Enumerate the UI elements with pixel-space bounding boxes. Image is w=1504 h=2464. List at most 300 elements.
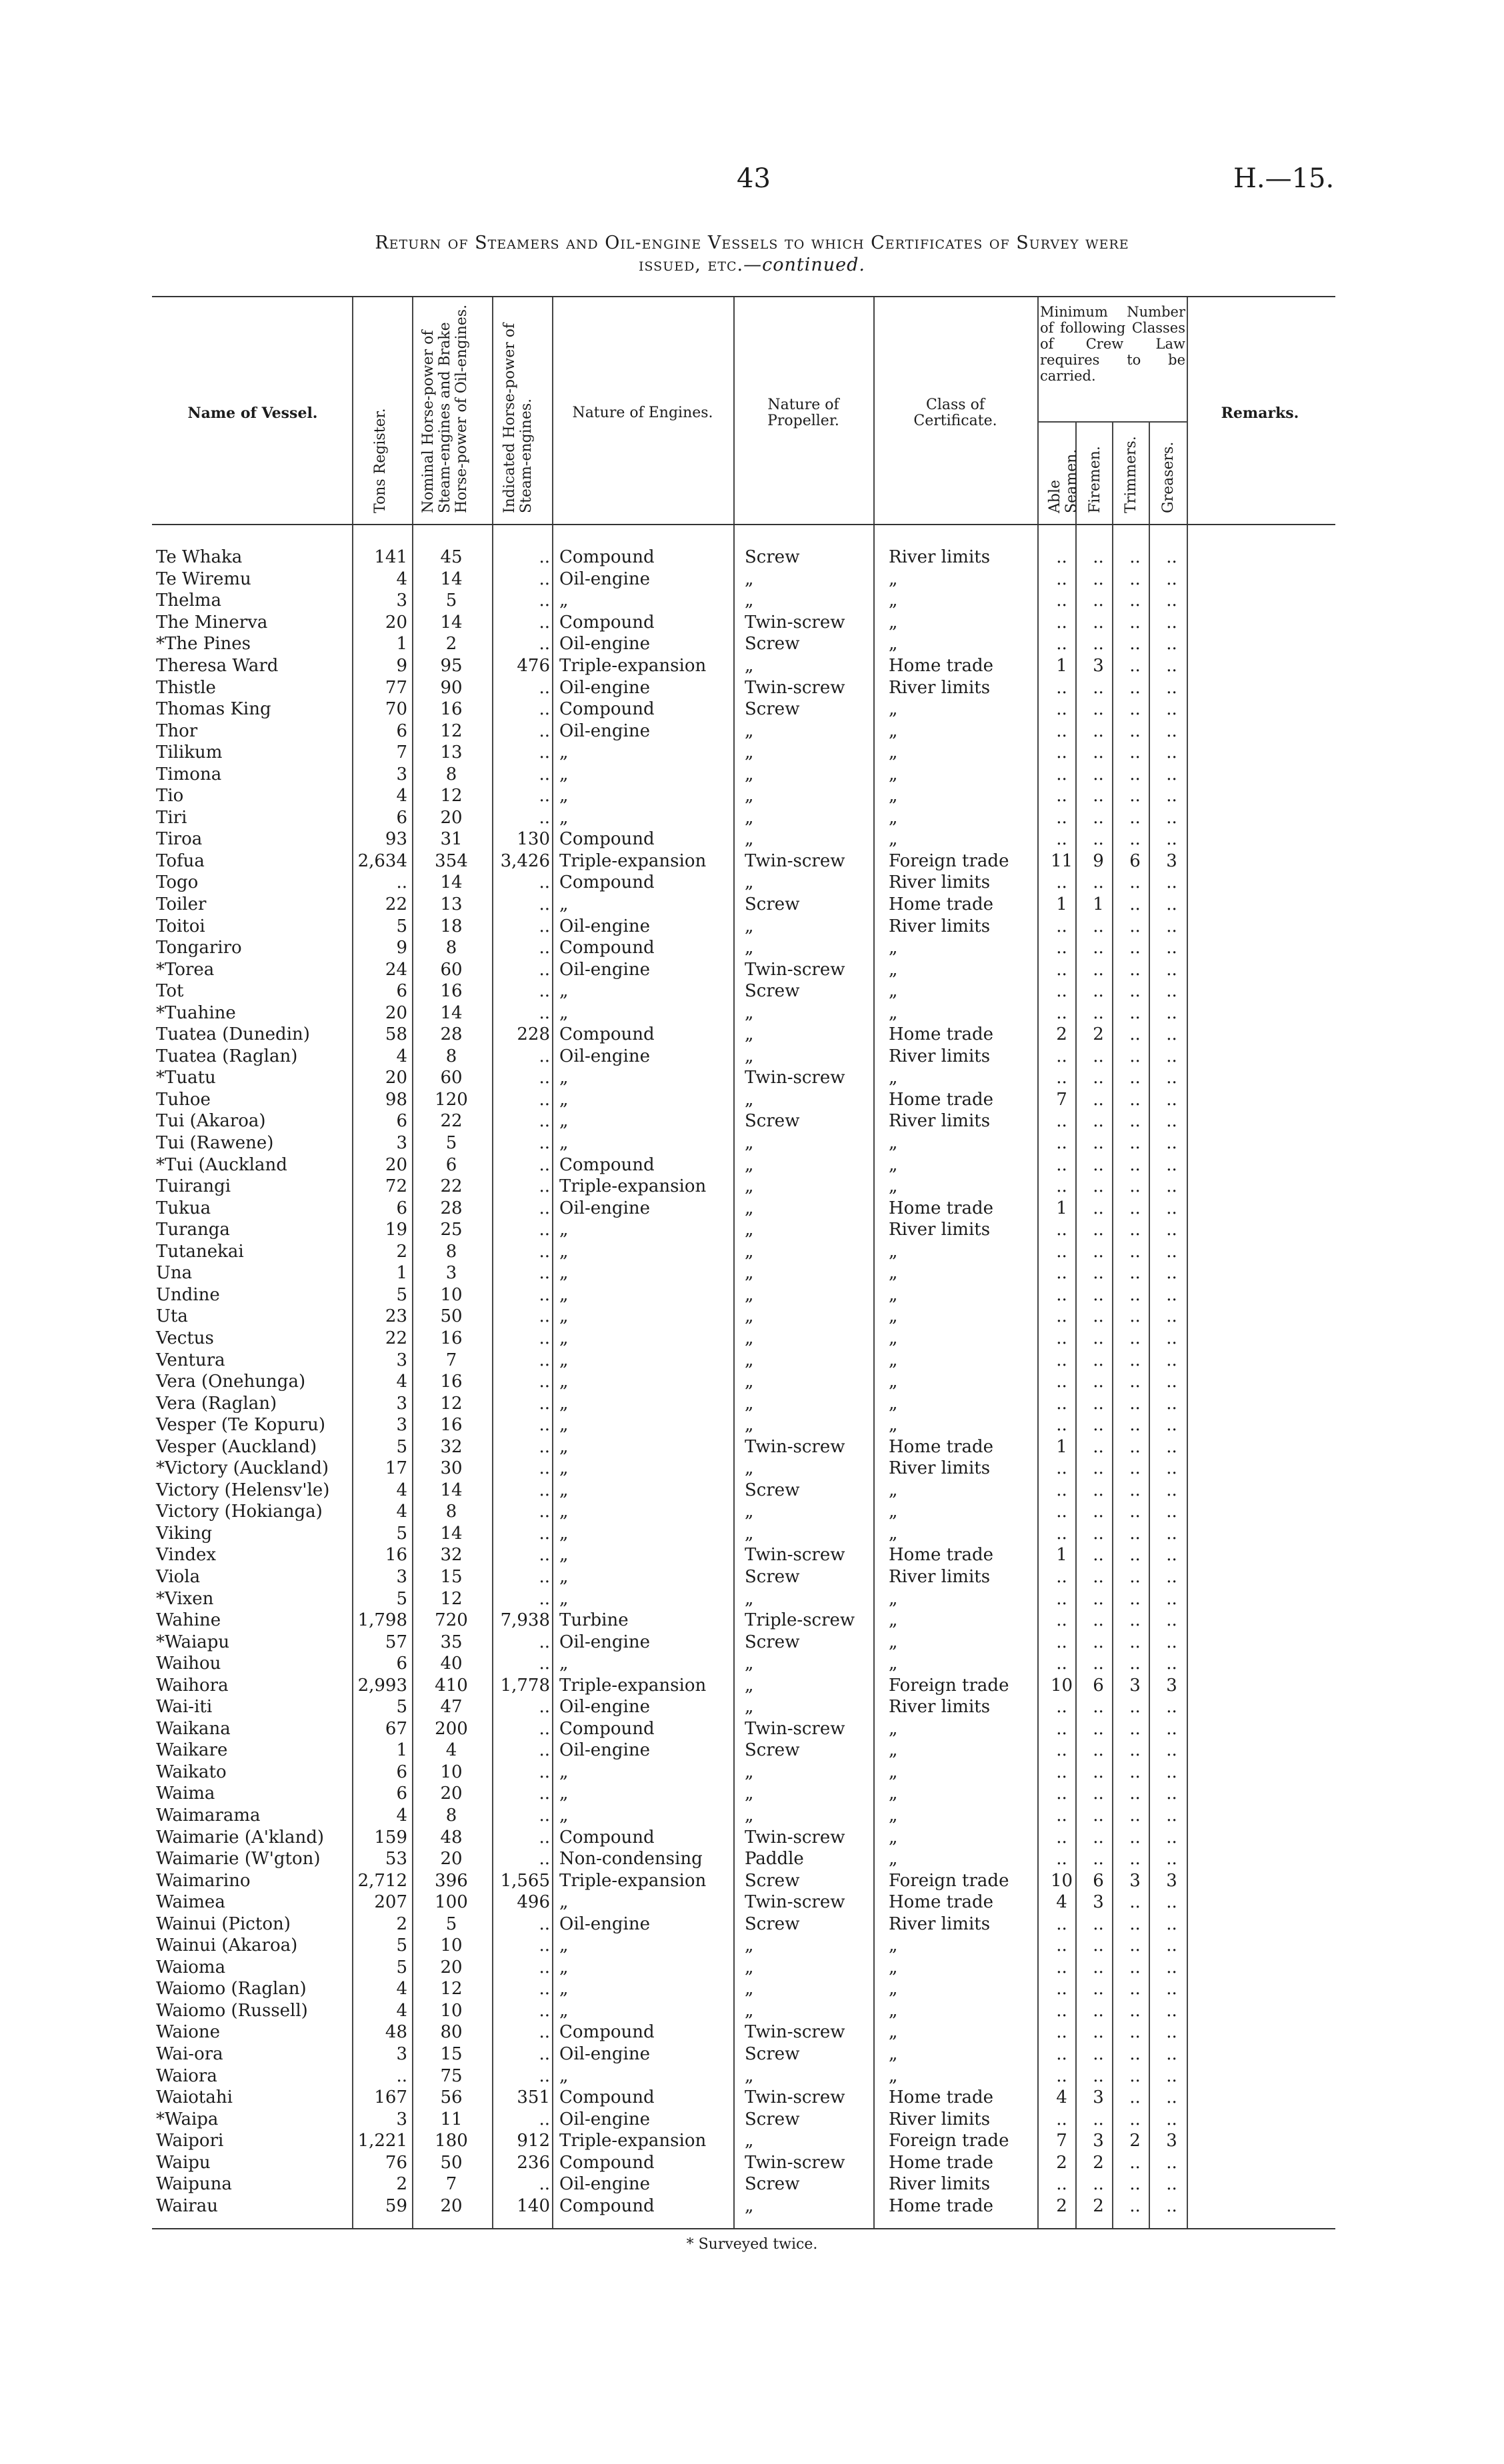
tons-register: 6 — [396, 1784, 407, 1804]
nominal-horse-power: 12 — [440, 1393, 463, 1414]
tons-register: 5 — [396, 1957, 407, 1977]
able-seamen: .. — [1056, 612, 1067, 632]
firemen: .. — [1093, 1632, 1104, 1652]
vessel-name: Waipu — [156, 2152, 211, 2173]
table-row — [153, 980, 1337, 1002]
nature-of-propeller: „ — [745, 1675, 754, 1696]
trimmers: .. — [1129, 634, 1141, 654]
able-seamen: .. — [1056, 1328, 1067, 1348]
able-seamen: .. — [1056, 1111, 1067, 1132]
firemen: .. — [1093, 1654, 1104, 1674]
able-seamen: .. — [1056, 1827, 1067, 1848]
class-of-certificate: Foreign trade — [889, 2131, 1009, 2151]
table-row — [153, 655, 1337, 677]
table-row — [153, 1674, 1337, 1696]
tons-register: 5 — [396, 1284, 407, 1305]
nature-of-propeller: „ — [745, 742, 754, 763]
class-of-certificate: „ — [889, 1935, 898, 1956]
indicated-horse-power: .. — [539, 1176, 550, 1197]
remarks — [1190, 1089, 1337, 1111]
class-of-certificate: „ — [889, 2065, 898, 2086]
firemen: 9 — [1093, 850, 1104, 871]
firemen: 2 — [1093, 1024, 1104, 1045]
trimmers: .. — [1129, 1805, 1141, 1826]
nominal-horse-power: 4 — [445, 1740, 457, 1761]
nature-of-propeller: „ — [745, 807, 754, 828]
trimmers: .. — [1129, 872, 1141, 893]
table-row — [153, 1110, 1337, 1132]
greasers: .. — [1166, 2065, 1177, 2086]
class-of-certificate: „ — [889, 1588, 898, 1609]
remarks — [1190, 980, 1337, 1002]
table-row — [153, 850, 1337, 872]
nature-of-propeller: „ — [745, 1046, 754, 1066]
greasers: .. — [1166, 1089, 1177, 1110]
greasers: .. — [1166, 2000, 1177, 2021]
nominal-horse-power: 6 — [445, 1154, 457, 1175]
class-of-certificate: Home trade — [889, 1436, 994, 1457]
greasers: .. — [1166, 1784, 1177, 1804]
able-seamen: 10 — [1050, 1870, 1073, 1891]
vessel-name: Tuirangi — [156, 1176, 231, 1197]
nominal-horse-power: 35 — [440, 1632, 463, 1652]
nature-of-engines: „ — [559, 1002, 569, 1023]
able-seamen: .. — [1056, 1610, 1067, 1631]
nominal-horse-power: 80 — [440, 2022, 463, 2043]
class-of-certificate: „ — [889, 1328, 898, 1348]
nature-of-propeller: Screw — [745, 1480, 800, 1500]
table-row — [153, 633, 1337, 655]
vessel-name: Thistle — [156, 677, 216, 698]
nature-of-engines: Triple-expansion — [559, 1675, 707, 1696]
class-of-certificate: River limits — [889, 2174, 991, 2195]
nature-of-engines: „ — [559, 742, 569, 763]
class-of-certificate: „ — [889, 829, 898, 850]
nature-of-propeller: „ — [745, 1654, 754, 1674]
indicated-horse-power: 351 — [517, 2087, 550, 2108]
able-seamen: 11 — [1050, 850, 1073, 871]
vessel-name: Vera (Raglan) — [156, 1393, 277, 1414]
nature-of-engines: „ — [559, 1068, 569, 1088]
firemen: .. — [1093, 612, 1104, 632]
firemen: .. — [1093, 1805, 1104, 1826]
tons-register: 207 — [374, 1892, 407, 1913]
nature-of-propeller: Twin-screw — [745, 2152, 845, 2173]
greasers: .. — [1166, 1198, 1177, 1218]
firemen: 1 — [1093, 894, 1104, 915]
tons-register: 1 — [396, 1263, 407, 1284]
tons-register: 1 — [396, 634, 407, 654]
firemen: .. — [1093, 1415, 1104, 1436]
nature-of-engines: Triple-expansion — [559, 850, 707, 871]
vessel-name: Waimarama — [156, 1805, 261, 1826]
header-indicated-hp: Indicated Horse-power of Steam-engines. — [501, 323, 535, 513]
indicated-horse-power: .. — [539, 699, 550, 720]
vessel-name: Toiler — [156, 894, 207, 915]
firemen: .. — [1093, 1697, 1104, 1718]
firemen: .. — [1093, 1935, 1104, 1956]
greasers: .. — [1166, 1827, 1177, 1848]
greasers: 3 — [1166, 1675, 1177, 1696]
remarks — [1190, 2065, 1337, 2087]
firemen: .. — [1093, 569, 1104, 589]
trimmers: 6 — [1129, 850, 1141, 871]
class-of-certificate: „ — [889, 612, 898, 632]
nature-of-propeller: „ — [745, 1502, 754, 1522]
tons-register: 22 — [385, 894, 407, 915]
tons-register: 53 — [385, 1849, 407, 1869]
title-line-1: Return of Steamers and Oil-engine Vessels to which Certificates of Survey were — [375, 233, 1129, 253]
remarks — [1190, 1913, 1337, 1935]
tons-register: 5 — [396, 916, 407, 936]
table-row — [153, 1826, 1337, 1848]
trimmers: .. — [1129, 1263, 1141, 1284]
class-of-certificate: „ — [889, 1480, 898, 1500]
able-seamen: .. — [1056, 1697, 1067, 1718]
firemen: 3 — [1093, 656, 1104, 676]
indicated-horse-power: .. — [539, 1805, 550, 1826]
nature-of-propeller: „ — [745, 2195, 754, 2216]
table-row — [153, 807, 1337, 829]
nominal-horse-power: 30 — [440, 1458, 463, 1479]
nature-of-engines: „ — [559, 1263, 569, 1284]
header-firemen: Firemen. — [1087, 446, 1103, 513]
vessel-name: Tongariro — [156, 938, 242, 958]
nature-of-propeller: „ — [745, 1393, 754, 1414]
nature-of-engines: „ — [559, 1284, 569, 1305]
class-of-certificate: Home trade — [889, 894, 994, 915]
table-row — [153, 1869, 1337, 1891]
greasers: .. — [1166, 1610, 1177, 1631]
remarks — [1190, 2108, 1337, 2130]
vessel-name: Waimea — [156, 1892, 225, 1913]
class-of-certificate: „ — [889, 634, 898, 654]
firemen: .. — [1093, 1372, 1104, 1392]
tons-register: 23 — [385, 1306, 407, 1327]
nominal-horse-power: 32 — [440, 1545, 463, 1566]
greasers: .. — [1166, 569, 1177, 589]
class-of-certificate: „ — [889, 764, 898, 784]
class-of-certificate: „ — [889, 1718, 898, 1739]
table-row — [153, 2130, 1337, 2152]
able-seamen: .. — [1056, 569, 1067, 589]
table-row — [153, 698, 1337, 720]
tons-register: 3 — [396, 1566, 407, 1587]
able-seamen: .. — [1056, 1935, 1067, 1956]
table-row — [153, 1501, 1337, 1523]
greasers: .. — [1166, 807, 1177, 828]
nature-of-propeller: „ — [745, 1957, 754, 1977]
nature-of-engines: „ — [559, 894, 569, 915]
indicated-horse-power: .. — [539, 2109, 550, 2129]
nature-of-engines: Oil-engine — [559, 959, 650, 980]
nominal-horse-power: 40 — [440, 1654, 463, 1674]
vessel-name: Vera (Onehunga) — [156, 1372, 306, 1392]
firemen: .. — [1093, 591, 1104, 611]
able-seamen: .. — [1056, 916, 1067, 936]
nature-of-propeller: „ — [745, 1979, 754, 1999]
firemen: .. — [1093, 1718, 1104, 1739]
nature-of-engines: „ — [559, 1588, 569, 1609]
nature-of-propeller: „ — [745, 1263, 754, 1284]
able-seamen: .. — [1056, 1350, 1067, 1370]
vessel-name: Thelma — [156, 591, 221, 611]
header-name: Name of Vessel. — [187, 405, 318, 422]
nominal-horse-power: 200 — [435, 1718, 468, 1739]
remarks — [1190, 2195, 1337, 2217]
firemen: .. — [1093, 2022, 1104, 2043]
firemen: .. — [1093, 2109, 1104, 2129]
nominal-horse-power: 8 — [445, 938, 457, 958]
able-seamen: .. — [1056, 1502, 1067, 1522]
greasers: .. — [1166, 2044, 1177, 2064]
nature-of-propeller: Twin-screw — [745, 1545, 845, 1566]
vessel-name: *Torea — [156, 959, 215, 980]
nature-of-engines: Oil-engine — [559, 2109, 650, 2129]
trimmers: .. — [1129, 656, 1141, 676]
header-propeller: Nature of Propeller. — [767, 397, 839, 429]
class-of-certificate: Home trade — [889, 1024, 994, 1045]
able-seamen: .. — [1056, 1654, 1067, 1674]
indicated-horse-power: .. — [539, 1241, 550, 1262]
nature-of-engines: „ — [559, 2065, 569, 2086]
greasers: .. — [1166, 1176, 1177, 1197]
tons-register: 5 — [396, 1588, 407, 1609]
remarks — [1190, 915, 1337, 937]
class-of-certificate: „ — [889, 1415, 898, 1436]
nature-of-propeller: „ — [745, 1198, 754, 1218]
nature-of-propeller: „ — [745, 1133, 754, 1154]
class-of-certificate: Home trade — [889, 1892, 994, 1913]
able-seamen: 7 — [1056, 2131, 1067, 2151]
nominal-horse-power: 10 — [440, 1762, 463, 1782]
remarks — [1190, 590, 1337, 612]
nature-of-engines: „ — [559, 1935, 569, 1956]
nature-of-propeller: Twin-screw — [745, 677, 845, 698]
remarks — [1190, 1002, 1337, 1024]
trimmers: .. — [1129, 1588, 1141, 1609]
table-row — [153, 1610, 1337, 1632]
vessel-name: *Tuahine — [156, 1002, 236, 1023]
tons-register: 22 — [385, 1328, 407, 1348]
nature-of-engines: „ — [559, 1241, 569, 1262]
nominal-horse-power: 7 — [445, 2174, 457, 2195]
firemen: .. — [1093, 1545, 1104, 1566]
table-row — [153, 569, 1337, 591]
class-of-certificate: „ — [889, 1849, 898, 1869]
nominal-horse-power: 75 — [440, 2065, 463, 2086]
tons-register: 9 — [396, 938, 407, 958]
nominal-horse-power: 8 — [445, 1046, 457, 1066]
table-row — [153, 958, 1337, 980]
able-seamen: .. — [1056, 1154, 1067, 1175]
table-row — [153, 2195, 1337, 2217]
firemen: .. — [1093, 1957, 1104, 1977]
class-of-certificate: Home trade — [889, 1545, 994, 1566]
indicated-horse-power: .. — [539, 1458, 550, 1479]
vessel-name: Vectus — [156, 1328, 214, 1348]
nature-of-propeller: Screw — [745, 2109, 800, 2129]
firemen: 2 — [1093, 2195, 1104, 2216]
indicated-horse-power: .. — [539, 1935, 550, 1956]
able-seamen: .. — [1056, 872, 1067, 893]
class-of-certificate: River limits — [889, 872, 991, 893]
firemen: .. — [1093, 938, 1104, 958]
class-of-certificate: „ — [889, 1654, 898, 1674]
able-seamen: .. — [1056, 591, 1067, 611]
class-of-certificate: River limits — [889, 1220, 991, 1240]
trimmers: .. — [1129, 1198, 1141, 1218]
trimmers: .. — [1129, 1654, 1141, 1674]
trimmers: .. — [1129, 2174, 1141, 2195]
firemen: .. — [1093, 1133, 1104, 1154]
nature-of-engines: Compound — [559, 1827, 655, 1848]
vessel-name: Togo — [156, 872, 199, 893]
nominal-horse-power: 14 — [440, 569, 463, 589]
vessel-name: Tuatea (Raglan) — [156, 1046, 298, 1066]
tons-register: 6 — [396, 981, 407, 1002]
trimmers: .. — [1129, 1827, 1141, 1848]
trimmers: .. — [1129, 1979, 1141, 1999]
tons-register: 20 — [385, 1154, 407, 1175]
remarks — [1190, 1696, 1337, 1718]
table-row — [153, 547, 1337, 569]
firemen: .. — [1093, 1784, 1104, 1804]
nature-of-propeller: Screw — [745, 1913, 800, 1934]
nominal-horse-power: 50 — [440, 2152, 463, 2173]
nature-of-engines: Compound — [559, 2152, 655, 2173]
nominal-horse-power: 180 — [435, 2131, 468, 2151]
vessel-name: Tofua — [156, 850, 205, 871]
greasers: .. — [1166, 612, 1177, 632]
remarks — [1190, 742, 1337, 764]
able-seamen: .. — [1056, 829, 1067, 850]
class-of-certificate: „ — [889, 1176, 898, 1197]
nature-of-propeller: „ — [745, 1241, 754, 1262]
nature-of-propeller: „ — [745, 1415, 754, 1436]
indicated-horse-power: .. — [539, 1740, 550, 1761]
able-seamen: .. — [1056, 1588, 1067, 1609]
firemen: 3 — [1093, 2087, 1104, 2108]
tons-register: 2,993 — [357, 1675, 407, 1696]
nominal-horse-power: 354 — [435, 850, 468, 871]
class-of-certificate: „ — [889, 742, 898, 763]
vessel-name: Wainui (Akaroa) — [156, 1935, 298, 1956]
table-row — [153, 785, 1337, 807]
vessel-name: Victory (Helensv'le) — [156, 1480, 330, 1500]
remarks — [1190, 676, 1337, 698]
header-greasers: Greasers. — [1160, 441, 1177, 513]
indicated-horse-power: .. — [539, 1762, 550, 1782]
table-row — [153, 1306, 1337, 1328]
greasers: 3 — [1166, 2131, 1177, 2151]
nature-of-engines: Oil-engine — [559, 634, 650, 654]
indicated-horse-power: .. — [539, 1566, 550, 1587]
nominal-horse-power: 47 — [440, 1697, 463, 1718]
nature-of-propeller: „ — [745, 1176, 754, 1197]
greasers: .. — [1166, 916, 1177, 936]
nature-of-engines: „ — [559, 1545, 569, 1566]
remarks — [1190, 828, 1337, 850]
trimmers: .. — [1129, 720, 1141, 741]
table-row — [153, 612, 1337, 634]
firemen: .. — [1093, 1306, 1104, 1327]
vessel-name: *Victory (Auckland) — [156, 1458, 329, 1479]
remarks — [1190, 1935, 1337, 1957]
tons-register: 4 — [396, 1502, 407, 1522]
indicated-horse-power: .. — [539, 569, 550, 589]
nature-of-engines: „ — [559, 1502, 569, 1522]
class-of-certificate: Home trade — [889, 2152, 994, 2173]
able-seamen: .. — [1056, 807, 1067, 828]
able-seamen: .. — [1056, 1002, 1067, 1023]
class-of-certificate: River limits — [889, 1697, 991, 1718]
remarks — [1190, 1480, 1337, 1502]
vessel-name: Waipori — [156, 2131, 224, 2151]
able-seamen: .. — [1056, 1133, 1067, 1154]
able-seamen: .. — [1056, 1762, 1067, 1782]
table-row — [153, 1414, 1337, 1436]
class-of-certificate: „ — [889, 720, 898, 741]
nominal-horse-power: 48 — [440, 1827, 463, 1848]
tons-register: 6 — [396, 1111, 407, 1132]
class-of-certificate: River limits — [889, 1566, 991, 1587]
nature-of-engines: Oil-engine — [559, 1740, 650, 1761]
nominal-horse-power: 100 — [435, 1892, 468, 1913]
tons-register: 4 — [396, 569, 407, 589]
class-of-certificate: „ — [889, 1784, 898, 1804]
trimmers: .. — [1129, 1718, 1141, 1739]
greasers: .. — [1166, 2109, 1177, 2129]
table-row — [153, 1024, 1337, 1046]
class-of-certificate: „ — [889, 938, 898, 958]
able-seamen: .. — [1056, 1740, 1067, 1761]
trimmers: .. — [1129, 1284, 1141, 1305]
tons-register: 2 — [396, 1913, 407, 1934]
indicated-horse-power: .. — [539, 1198, 550, 1218]
indicated-horse-power: .. — [539, 1068, 550, 1088]
indicated-horse-power: .. — [539, 1154, 550, 1175]
remarks — [1190, 1718, 1337, 1740]
tons-register: 3 — [396, 1133, 407, 1154]
table-row — [153, 1067, 1337, 1089]
trimmers: .. — [1129, 764, 1141, 784]
indicated-horse-power: 1,565 — [500, 1870, 550, 1891]
able-seamen: .. — [1056, 1913, 1067, 1934]
nature-of-engines: „ — [559, 1654, 569, 1674]
nature-of-engines: Compound — [559, 612, 655, 632]
remarks — [1190, 1588, 1337, 1610]
firemen: .. — [1093, 829, 1104, 850]
able-seamen: .. — [1056, 1957, 1067, 1977]
trimmers: .. — [1129, 1913, 1141, 1934]
table-row — [153, 1978, 1337, 2000]
indicated-horse-power: 1,778 — [500, 1675, 550, 1696]
greasers: .. — [1166, 1805, 1177, 1826]
able-seamen: .. — [1056, 2065, 1067, 2086]
greasers: .. — [1166, 2087, 1177, 2108]
tons-register: 2,634 — [357, 850, 407, 871]
nature-of-engines: Oil-engine — [559, 1046, 650, 1066]
greasers: .. — [1166, 1154, 1177, 1175]
remarks — [1190, 1349, 1337, 1371]
nominal-horse-power: 28 — [440, 1198, 463, 1218]
nature-of-propeller: „ — [745, 872, 754, 893]
class-of-certificate: „ — [889, 2044, 898, 2064]
remarks — [1190, 1957, 1337, 1979]
table-row — [153, 1349, 1337, 1371]
able-seamen: .. — [1056, 720, 1067, 741]
